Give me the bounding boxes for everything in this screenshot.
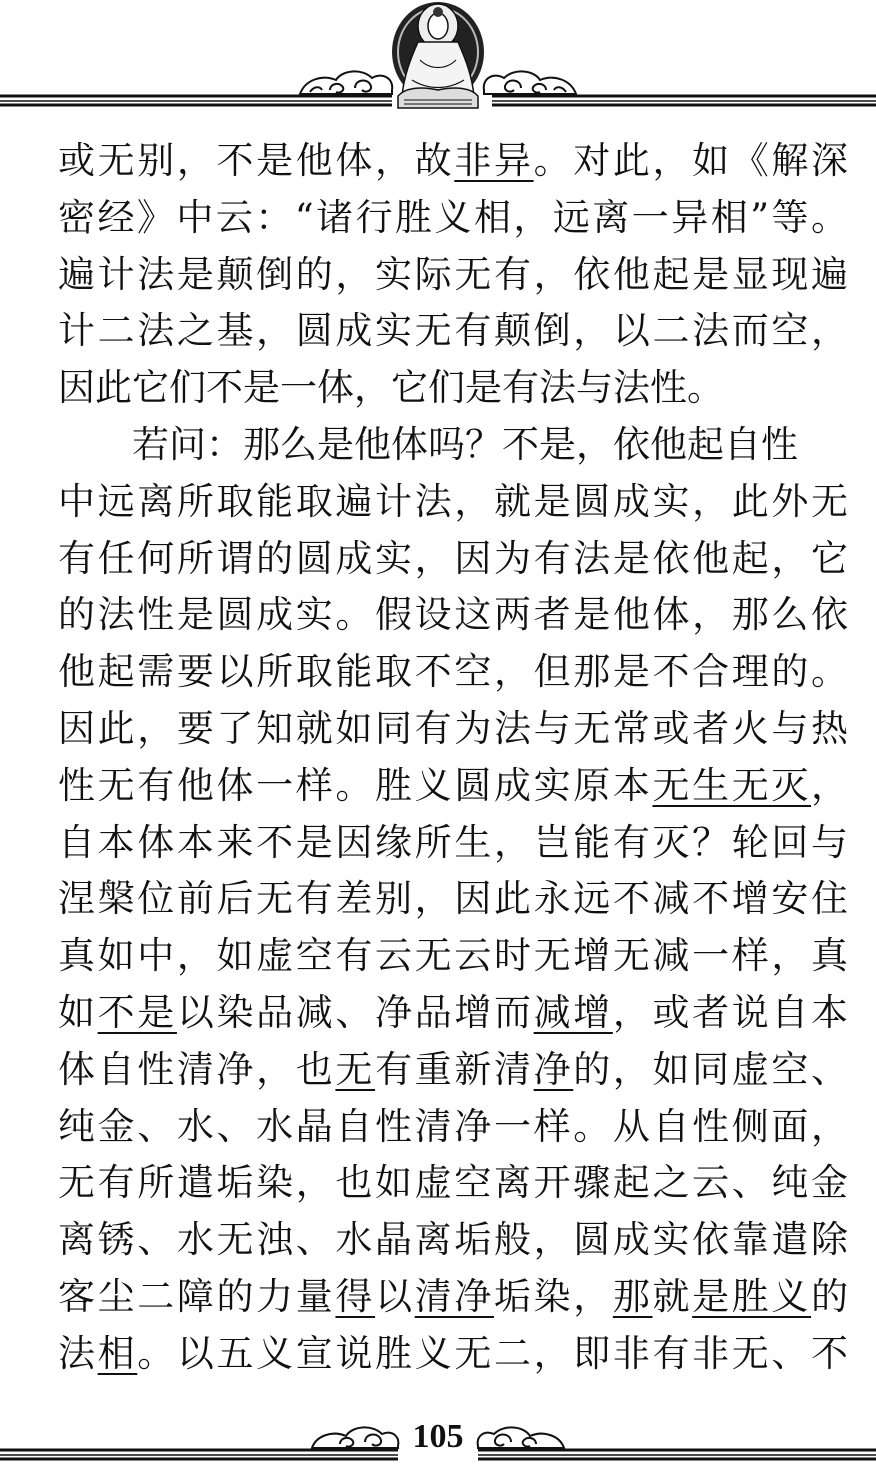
text-line xyxy=(58,303,848,360)
text-run: 涅槃位前后无有差别，因此永远不减不增安住 xyxy=(58,877,848,921)
underlined-text: 清净 xyxy=(414,1274,494,1318)
cloud-scroll-right-icon xyxy=(484,71,576,94)
text-line xyxy=(58,1326,848,1383)
text-run: 计二法之基，圆成实无有颠倒，以二法而空， xyxy=(58,309,848,353)
text-run: 因此，要了知就如同有为法与无常或者火与热 xyxy=(58,706,848,750)
text-run: 无有所遣垢染，也如虚空离开骤起之云、纯金 xyxy=(58,1161,848,1205)
text-line xyxy=(58,1042,848,1099)
underlined-text: 无 xyxy=(335,1047,376,1091)
text-run: 密经》中云：“诸行胜义相，远离一异相”等。 xyxy=(58,195,848,239)
text-run: 有任何所谓的圆成实，因为有法是依他起，它 xyxy=(58,536,848,580)
text-run: 的 xyxy=(811,1274,849,1318)
text-run: 离锈、水无浊、水晶离垢般，圆成实依靠遣除 xyxy=(58,1218,848,1262)
text-run: 性无有他体一样。胜义圆成实原本 xyxy=(58,763,653,807)
text-run: 的，如同虚空、 xyxy=(573,1047,849,1091)
underlined-text: 相 xyxy=(97,1331,138,1375)
body-text xyxy=(58,133,848,1383)
text-run: 。以五义宣说胜义无二，即非有非无、不 xyxy=(137,1331,849,1375)
text-run: 如 xyxy=(58,990,98,1034)
text-line xyxy=(58,474,848,531)
text-run: 自本体本来不是因缘所生，岂能有灭？轮回与 xyxy=(58,820,848,864)
text-run: 就 xyxy=(652,1274,693,1318)
underlined-text: 非异 xyxy=(454,139,534,182)
text-run: 中远离所取能取遍计法，就是圆成实，此外无 xyxy=(58,479,848,523)
text-run: ， xyxy=(811,763,849,807)
text-run: 体自性清净，也 xyxy=(58,1047,336,1091)
text-line xyxy=(58,701,848,758)
text-run: 他起需要以所取能取不空，但那是不合理的。 xyxy=(58,650,848,694)
text-line xyxy=(58,531,848,588)
text-line xyxy=(58,417,848,474)
text-run: 客尘二障的力量 xyxy=(58,1274,336,1318)
text-line xyxy=(58,1155,848,1212)
text-line xyxy=(58,758,848,815)
text-run: 遍计法是颠倒的，实际无有，依他起是显现遍 xyxy=(58,252,848,296)
header-ornament xyxy=(0,0,876,120)
text-run: 纯金、水、水晶自性清净一样。从自性侧面， xyxy=(58,1104,848,1148)
text-run: 的法性是圆成实。假设这两者是他体，那么依 xyxy=(58,593,848,637)
text-run: 。对此，如《解深 xyxy=(533,139,849,182)
text-line xyxy=(58,985,848,1042)
underlined-text: 不是 xyxy=(97,990,177,1034)
underlined-text: 无生无灭 xyxy=(652,763,812,807)
text-line xyxy=(58,133,848,190)
underlined-text: 那 xyxy=(612,1274,653,1318)
text-run: 或无别，不是他体，故 xyxy=(58,139,455,182)
text-line xyxy=(58,815,848,872)
text-line xyxy=(58,1099,848,1156)
text-line xyxy=(58,928,848,985)
text-line xyxy=(58,247,848,304)
text-line xyxy=(58,190,848,247)
text-line xyxy=(58,360,848,417)
text-run: 以染品减、净品增而 xyxy=(176,990,534,1034)
underlined-text: 得 xyxy=(335,1274,376,1318)
header-rule-right xyxy=(492,96,876,105)
text-run: 以 xyxy=(375,1274,415,1318)
header-rule-left xyxy=(0,96,392,105)
text-run: 真如中，如虚空有云无云时无增无减一样，真 xyxy=(58,934,848,978)
buddha-image-icon xyxy=(392,2,484,108)
text-line xyxy=(58,587,848,644)
text-run: 有重新清 xyxy=(375,1047,534,1091)
text-line xyxy=(58,644,848,701)
cloud-scroll-left-icon xyxy=(300,71,392,94)
underlined-text: 减增 xyxy=(533,990,613,1034)
underlined-text: 净 xyxy=(533,1047,574,1091)
text-run: 法 xyxy=(58,1331,98,1375)
underlined-text: 是胜义 xyxy=(692,1274,812,1318)
text-run: 若问：那么是他体吗？不是，依他起自性 xyxy=(132,422,798,466)
text-line xyxy=(58,1269,848,1326)
page-number: 105 xyxy=(412,1418,464,1455)
text-line xyxy=(58,1212,848,1269)
text-run: 因此它们不是一体，它们是有法与法性。 xyxy=(58,366,724,410)
text-run: 垢染， xyxy=(493,1274,613,1318)
text-line xyxy=(58,871,848,928)
text-run: ，或者说自本 xyxy=(612,990,849,1034)
